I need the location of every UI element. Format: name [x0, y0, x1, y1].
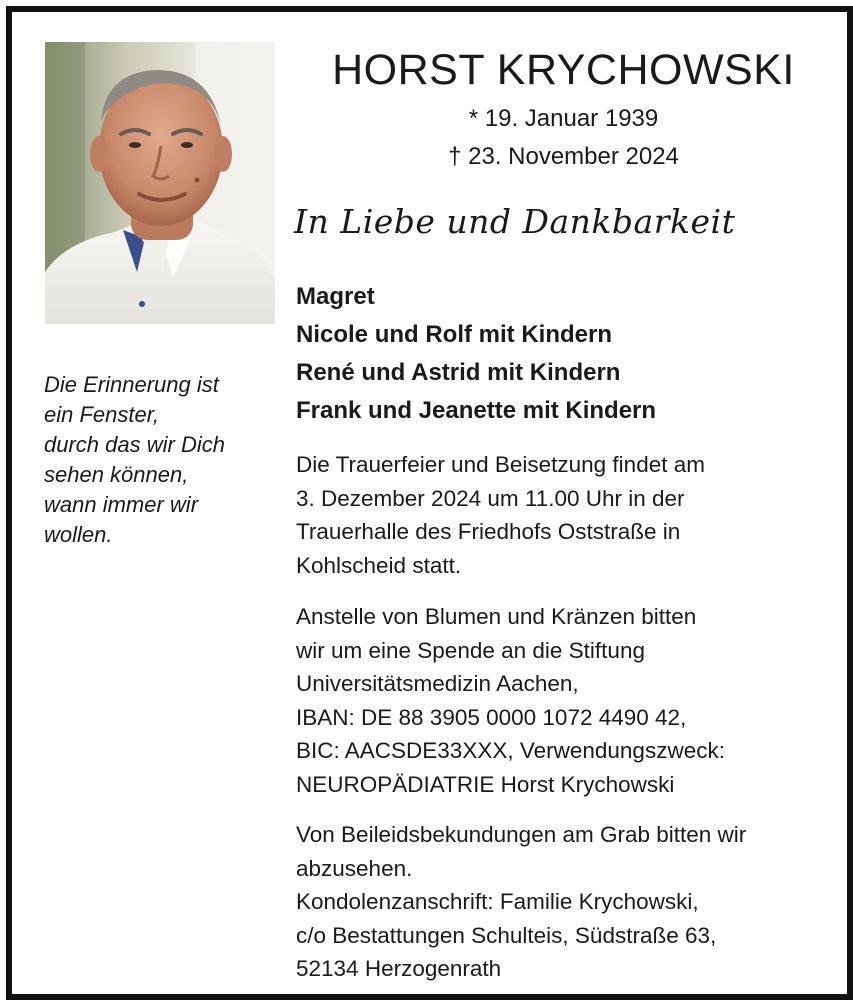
life-dates [296, 100, 831, 176]
quote-line: durch das wir Dich [44, 432, 225, 457]
funeral-line: Kohlscheid statt. [296, 552, 462, 578]
dedication-script: In Liebe und Dankbarkeit [294, 202, 736, 241]
donation-line: Universitätsmedizin Aachen, [296, 671, 579, 696]
family-member: Magret [296, 283, 375, 310]
quote-line: wollen. [44, 522, 113, 547]
donation-info [296, 600, 725, 801]
quote-line: Die Erinnerung ist [44, 372, 219, 397]
condolence-line: Von Beileidsbekundungen am Grab bitten wir [296, 822, 747, 847]
donation-line: NEUROPÄDIATRIE Horst Krychowski [296, 771, 675, 797]
donation-line: wir um eine Spende an die Stiftung [296, 637, 645, 663]
family-member: René und Astrid mit Kindern [296, 359, 621, 386]
family-member: Frank und Jeanette mit Kindern [296, 397, 657, 424]
portrait-photo [45, 42, 275, 324]
family-member: Nicole und Rolf mit Kindern [296, 321, 612, 348]
condolence-line: abzusehen. [296, 855, 413, 881]
portrait-illustration [45, 42, 275, 324]
birth-date: * 19. Januar 1939 [468, 105, 659, 132]
donation-line: BIC: AACSDE33XXX, Verwendungszweck: [296, 738, 725, 763]
condolence-info [296, 818, 746, 986]
death-date: † 23. November 2024 [448, 143, 679, 170]
quote-line: ein Fenster, [44, 402, 159, 427]
condolence-line: 52134 Herzogenrath [296, 956, 502, 981]
deceased-name: HORST KRYCHOWSKI [332, 46, 795, 94]
condolence-line: Kondolenzanschrift: Familie Krychowski, [296, 889, 699, 914]
funeral-line: 3. Dezember 2024 um 11.00 Uhr in der [296, 485, 685, 511]
quote-line: wann immer wir [44, 492, 199, 517]
memorial-quote [44, 370, 274, 550]
condolence-line: c/o Bestattungen Schulteis, Südstraße 63, [296, 922, 717, 948]
donation-line: IBAN: DE 88 3905 0000 1072 4490 42, [296, 704, 687, 730]
funeral-line: Trauerhalle des Friedhofs Oststraße in [296, 519, 681, 544]
funeral-line: Die Trauerfeier und Beisetzung findet am [296, 452, 705, 477]
obituary-notice [6, 6, 853, 1000]
quote-line: sehen können, [44, 462, 189, 487]
family-list [296, 278, 656, 430]
donation-line: Anstelle von Blumen und Kränzen bitten [296, 604, 697, 629]
funeral-info [296, 448, 705, 582]
